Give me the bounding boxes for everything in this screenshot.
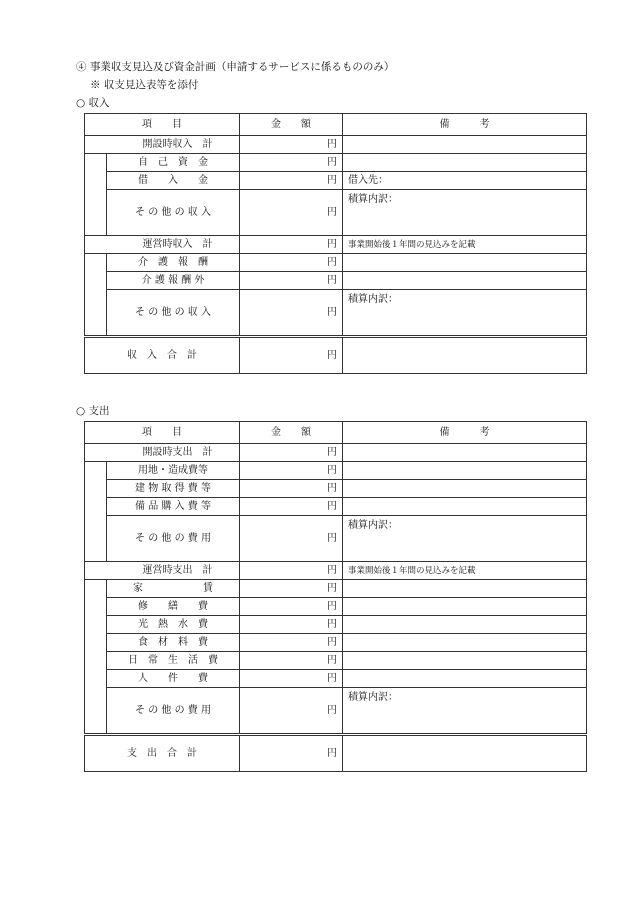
table-row: [85, 172, 587, 190]
note-cell[interactable]: 事業開始後１年間の見込みを記載: [343, 236, 587, 254]
header-note: 備 考: [343, 422, 587, 444]
row-label: 食 材 料 費: [107, 634, 240, 652]
section-title: ④ 事業収支見込及び資金計画（申請するサービスに係るもののみ）: [76, 61, 395, 73]
note-cell[interactable]: 積算内訳：: [343, 516, 587, 562]
table-row: [85, 616, 587, 634]
table-row: [85, 272, 587, 290]
note-cell[interactable]: [343, 480, 587, 498]
amount-cell[interactable]: 円: [240, 290, 343, 337]
row-label: 借 入 金: [107, 172, 240, 190]
row-label: 人 件 費: [107, 670, 240, 688]
table-row: [85, 580, 587, 598]
amount-cell[interactable]: 円: [240, 254, 343, 272]
note-cell[interactable]: [343, 254, 587, 272]
row-label: そ の 他 の 収 入: [107, 190, 240, 236]
header-item: 項 目: [85, 422, 240, 444]
amount-cell[interactable]: 円: [240, 154, 343, 172]
table-row: [85, 254, 587, 272]
amount-cell[interactable]: 円: [240, 735, 343, 772]
total-row: [85, 735, 587, 772]
note-cell[interactable]: [343, 652, 587, 670]
note-cell[interactable]: [343, 154, 587, 172]
amount-cell[interactable]: 円: [240, 652, 343, 670]
row-label: 光 熱 水 費: [107, 616, 240, 634]
note-cell[interactable]: 積算内訳：: [343, 688, 587, 735]
row-label: 介 護 報 酬: [107, 254, 240, 272]
table-row: [85, 154, 587, 172]
row-label: 用地・造成費等: [107, 462, 240, 480]
note-cell[interactable]: [343, 498, 587, 516]
note-cell[interactable]: [343, 444, 587, 462]
row-label: 支 出 合 計: [85, 735, 240, 772]
note-cell[interactable]: [343, 136, 587, 154]
header-item: 項 目: [85, 114, 240, 136]
amount-cell[interactable]: 円: [240, 136, 343, 154]
header-note: 備 考: [343, 114, 587, 136]
note-cell[interactable]: [343, 337, 587, 374]
row-label: そ の 他 の 費 用: [107, 688, 240, 735]
amount-cell[interactable]: 円: [240, 172, 343, 190]
amount-cell[interactable]: 円: [240, 598, 343, 616]
note-cell[interactable]: [343, 670, 587, 688]
table-row: [85, 670, 587, 688]
table-row: [85, 444, 587, 462]
row-label: 自 己 資 金: [107, 154, 240, 172]
note-cell[interactable]: 事業開始後１年間の見込みを記載: [343, 562, 587, 580]
amount-cell[interactable]: 円: [240, 272, 343, 290]
row-label: 建 物 取 得 費 等: [107, 480, 240, 498]
note-cell[interactable]: 借入先：: [343, 172, 587, 190]
row-label: 修 繕 費: [107, 598, 240, 616]
table-row: [85, 562, 587, 580]
table-row: [85, 136, 587, 154]
amount-cell[interactable]: 円: [240, 337, 343, 374]
note-cell[interactable]: 積算内訳：: [343, 190, 587, 236]
note-cell[interactable]: [343, 580, 587, 598]
amount-cell[interactable]: 円: [240, 444, 343, 462]
table-row: [85, 290, 587, 337]
amount-cell[interactable]: 円: [240, 516, 343, 562]
table-row: [85, 236, 587, 254]
amount-cell[interactable]: 円: [240, 480, 343, 498]
row-label: 開設時支出 計: [107, 444, 240, 462]
table-row: [85, 652, 587, 670]
attachment-note: ※ 収支見込表等を添付: [90, 79, 199, 91]
amount-cell[interactable]: 円: [240, 580, 343, 598]
amount-cell[interactable]: 円: [240, 616, 343, 634]
row-label: 備 品 購 入 費 等: [107, 498, 240, 516]
header-amount: 金 額: [240, 114, 343, 136]
income-header-row: [85, 114, 587, 136]
table-row: [85, 498, 587, 516]
amount-cell[interactable]: 円: [240, 236, 343, 254]
row-label: 家 賃: [107, 580, 240, 598]
note-cell[interactable]: [343, 735, 587, 772]
note-cell[interactable]: [343, 272, 587, 290]
row-label: そ の 他 の 収 入: [107, 290, 240, 337]
row-label: 日 常 生 活 費: [107, 652, 240, 670]
table-row: [85, 516, 587, 562]
row-label: そ の 他 の 費 用: [107, 516, 240, 562]
amount-cell[interactable]: 円: [240, 498, 343, 516]
row-label: 運営時収入 計: [107, 236, 240, 254]
header-amount: 金 額: [240, 422, 343, 444]
table-row: [85, 190, 587, 236]
amount-cell[interactable]: 円: [240, 562, 343, 580]
amount-cell[interactable]: 円: [240, 462, 343, 480]
total-row: [85, 337, 587, 374]
row-label: 介 護 報 酬 外: [107, 272, 240, 290]
amount-cell[interactable]: 円: [240, 190, 343, 236]
income-table: [84, 113, 587, 374]
row-label: 運営時支出 計: [107, 562, 240, 580]
row-label: 収 入 合 計: [85, 337, 240, 374]
note-cell[interactable]: 積算内訳：: [343, 290, 587, 337]
amount-cell[interactable]: 円: [240, 670, 343, 688]
note-cell[interactable]: [343, 462, 587, 480]
amount-cell[interactable]: 円: [240, 688, 343, 735]
note-cell[interactable]: [343, 616, 587, 634]
table-row: [85, 598, 587, 616]
table-row: [85, 688, 587, 735]
table-row: [85, 480, 587, 498]
expense-header-row: [85, 422, 587, 444]
note-cell[interactable]: [343, 634, 587, 652]
row-label: 開設時収入 計: [107, 136, 240, 154]
expense-heading: ○ 支出: [76, 405, 110, 417]
note-cell[interactable]: [343, 598, 587, 616]
expense-table: [84, 421, 587, 772]
table-row: [85, 634, 587, 652]
income-heading: ○ 収入: [76, 97, 110, 109]
amount-cell[interactable]: 円: [240, 634, 343, 652]
table-row: [85, 462, 587, 480]
